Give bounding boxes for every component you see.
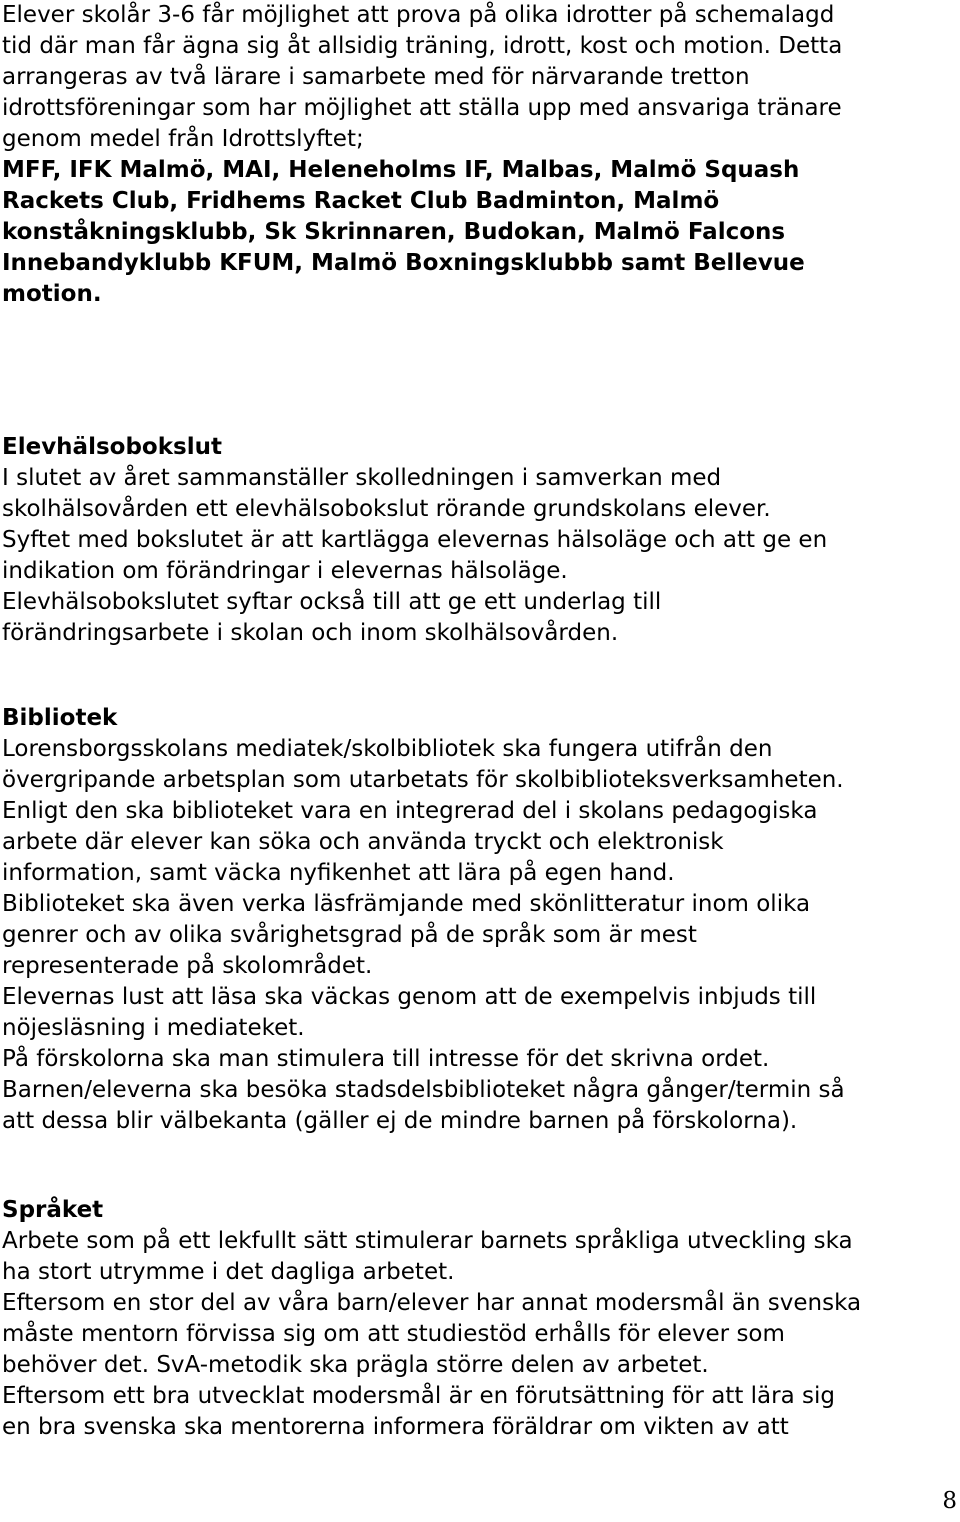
paragraph-line: Enligt den ska biblioteket vara en integrerad del i skolans pedagogiska: [2, 798, 818, 824]
clubs-line: Rackets Club, Fridhems Racket Club Badminton, Malmö: [2, 188, 720, 214]
bibliotek-section: [2, 703, 958, 1137]
paragraph-line: Eftersom ett bra utvecklat modersmål är en förutsättning för att lära sig: [2, 1383, 835, 1409]
paragraph-line: Elevernas lust att läsa ska väckas genom att de exempelvis inbjuds till: [2, 984, 817, 1010]
intro-line: tid där man får ägna sig åt allsidig träning, idrott, kost och motion. Detta: [2, 33, 843, 59]
paragraph-line: genrer och av olika svårighetsgrad på de språk som är mest: [2, 922, 697, 948]
paragraph-line: I slutet av året sammanställer skolledningen i samverkan med: [2, 465, 722, 491]
paragraph-line: information, samt väcka nyfikenhet att lära på egen hand.: [2, 860, 675, 886]
paragraph-line: ha stort utrymme i det dagliga arbetet.: [2, 1259, 455, 1285]
section-heading: Språket: [2, 1197, 104, 1223]
paragraph-line: arbete där elever kan söka och använda tryckt och elektronisk: [2, 829, 724, 855]
paragraph-line: Arbete som på ett lekfullt sätt stimulerar barnets språkliga utveckling ska: [2, 1228, 853, 1254]
paragraph-line: Barnen/eleverna ska besöka stadsdelsbiblioteket några gånger/termin så: [2, 1077, 845, 1103]
page-number: 8: [942, 1488, 957, 1514]
paragraph-line: Biblioteket ska även verka läsfrämjande med skönlitteratur inom olika: [2, 891, 811, 917]
paragraph-line: en bra svenska ska mentorerna informera föräldrar om vikten av att: [2, 1414, 789, 1440]
spraket-section: [2, 1195, 958, 1443]
paragraph-line: övergripande arbetsplan som utarbetats för skolbiblioteksverksamheten.: [2, 767, 844, 793]
intro-line: genom medel från Idrottslyftet;: [2, 126, 364, 152]
paragraph-line: behöver det. SvA-metodik ska prägla större delen av arbetet.: [2, 1352, 709, 1378]
paragraph-line: Eftersom en stor del av våra barn/elever har annat modersmål än svenska: [2, 1290, 862, 1316]
paragraph-line: måste mentorn förvissa sig om att studiestöd erhålls för elever som: [2, 1321, 785, 1347]
paragraph-line: Syftet med bokslutet är att kartlägga elevernas hälsoläge och att ge en: [2, 527, 828, 553]
intro-line: idrottsföreningar som har möjlighet att ställa upp med ansvariga tränare: [2, 95, 842, 121]
intro-section: [2, 0, 958, 310]
section-heading: Elevhälsobokslut: [2, 434, 222, 460]
document-page: [2, 0, 958, 1443]
clubs-line: konståkningsklubb, Sk Skrinnaren, Budokan, Malmö Falcons: [2, 219, 786, 245]
paragraph-line: indikation om förändringar i elevernas hälsoläge.: [2, 558, 568, 584]
intro-line: Elever skolår 3-6 får möjlighet att prova på olika idrotter på schemalagd: [2, 2, 835, 28]
paragraph-line: Elevhälsobokslutet syftar också till att ge ett underlag till: [2, 589, 662, 615]
paragraph-line: förändringsarbete i skolan och inom skolhälsovården.: [2, 620, 619, 646]
section-heading: Bibliotek: [2, 705, 118, 731]
paragraph-line: På förskolorna ska man stimulera till intresse för det skrivna ordet.: [2, 1046, 770, 1072]
elevhalsobokslut-section: [2, 432, 958, 649]
clubs-line: MFF, IFK Malmö, MAI, Heleneholms IF, Malbas, Malmö Squash: [2, 157, 800, 183]
intro-line: arrangeras av två lärare i samarbete med för närvarande tretton: [2, 64, 750, 90]
clubs-line: motion.: [2, 281, 102, 307]
paragraph-line: representerade på skolområdet.: [2, 953, 373, 979]
clubs-line: Innebandyklubb KFUM, Malmö Boxningsklubbb samt Bellevue: [2, 250, 805, 276]
paragraph-line: skolhälsovården ett elevhälsobokslut rörande grundskolans elever.: [2, 496, 771, 522]
paragraph-line: att dessa blir välbekanta (gäller ej de mindre barnen på förskolorna).: [2, 1108, 798, 1134]
paragraph-line: nöjesläsning i mediateket.: [2, 1015, 305, 1041]
paragraph-line: Lorensborgsskolans mediatek/skolbibliotek ska fungera utifrån den: [2, 736, 773, 762]
